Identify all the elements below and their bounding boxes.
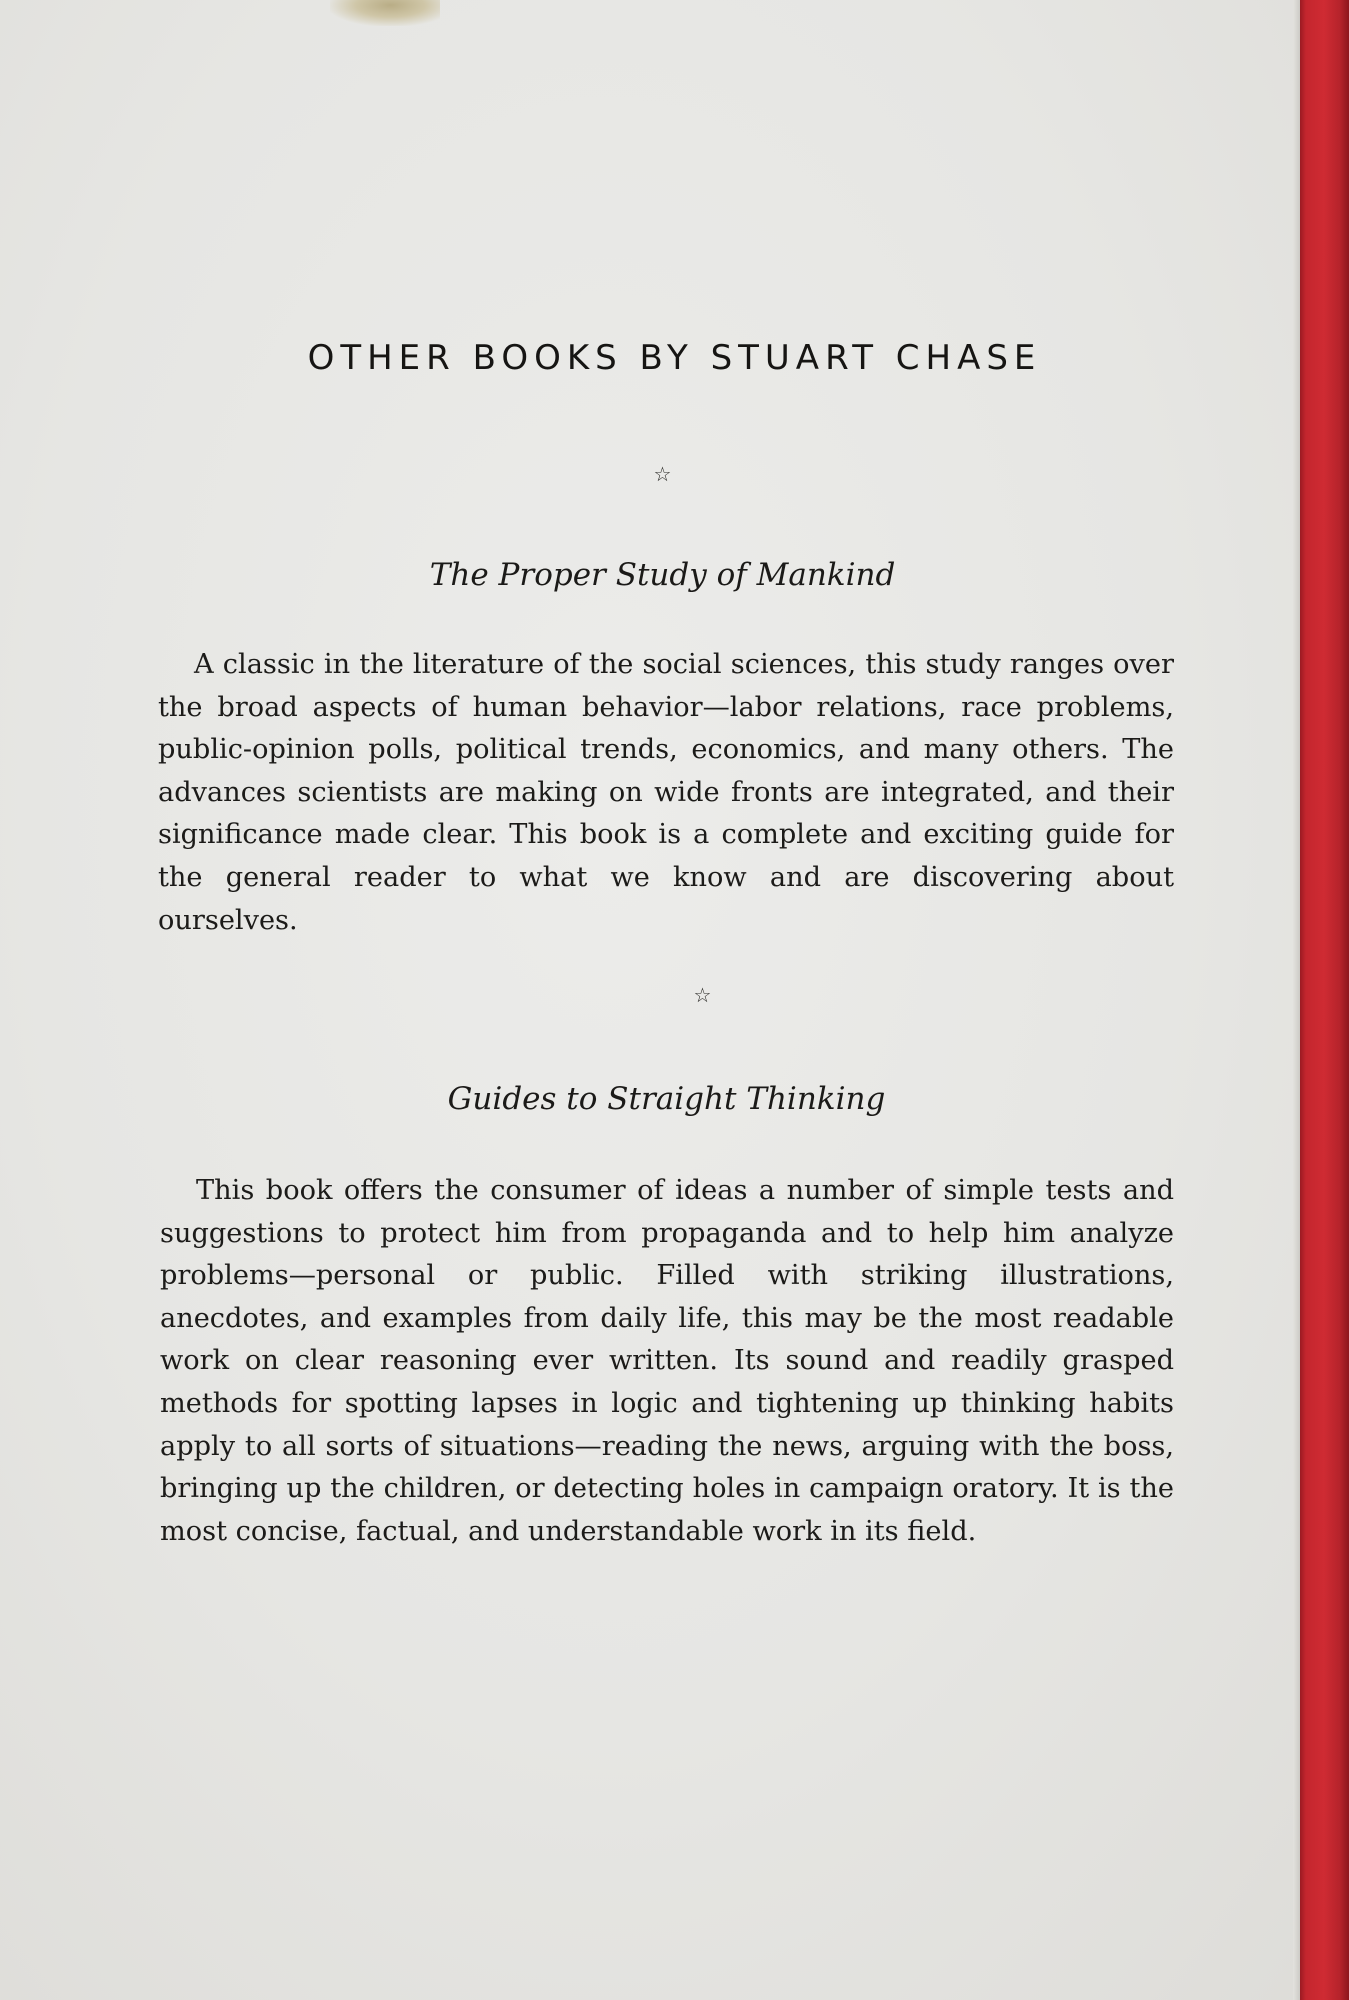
book-description-1: A classic in the literature of the social sciences, this study ranges over the broad aspects of human behavior—labor relations, race problems, public-opinion polls, political trends, economics, and many others. The advances scientists are making on wide fronts are integrated, and their significance made clear. This book is a complete and exciting guide for the general reader to what we know and are discovering about ourselves. [158,649,1174,936]
book-title-1: The Proper Study of Mankind [429,557,896,593]
star-separator-icon: ☆ [693,983,712,1007]
book-title-2: Guides to Straight Thinking [447,1081,886,1117]
worn-edge-mark [330,0,440,26]
star-separator-icon: ☆ [653,462,672,486]
page-heading: OTHER BOOKS BY STUART CHASE [307,338,1042,378]
book-description-2: This book offers the consumer of ideas a number of simple tests and suggestions to protect him from propaganda and to help him analyze problems—personal or public. Filled with striking illustrations, anecdotes, and examples from daily life, this may be the most readable work on clear reasoning ever written. Its sound and readily grasped methods for spotting lapses in logic and tightening up thinking habits apply to all sorts of situations—reading the news, arguing with the boss, bringing up the children, or detecting holes in campaign oratory. It is the most concise, factual, and understandable work in its field. [160,1175,1174,1547]
